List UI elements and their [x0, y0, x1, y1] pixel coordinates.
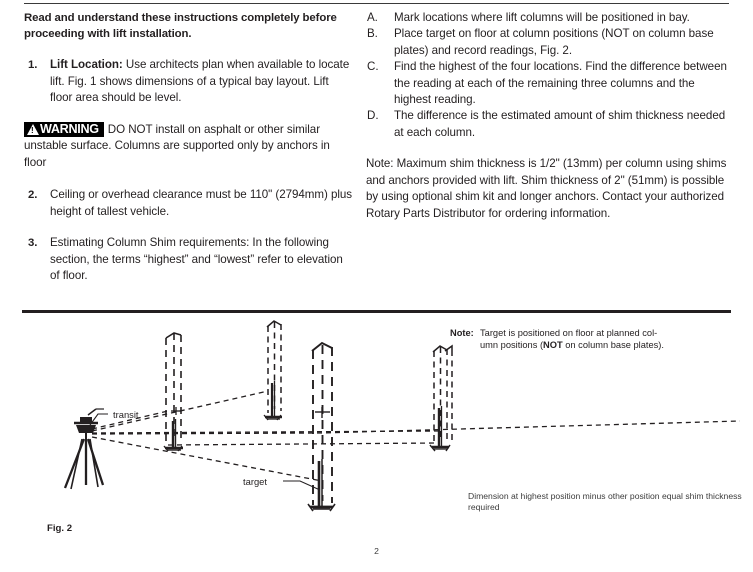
figure-note-line-2-post: on column base plates). — [562, 340, 664, 351]
lettered-item-b-letter: B. — [367, 27, 378, 41]
lettered-item-c-text: Find the highest of the four locations. Find the difference between the reading at each of the remaining three columns and the highest reading. — [394, 60, 727, 107]
lead-paragraph: Read and understand these instructions completely before proceeding with lift installation. — [24, 12, 337, 41]
lettered-item-c-letter: C. — [367, 60, 379, 74]
lettered-item-a-letter: A. — [367, 11, 378, 24]
lettered-item-d — [366, 108, 734, 141]
top-divider-rule — [24, 3, 729, 4]
figure-note-line-2-pre: umn positions ( — [480, 340, 544, 351]
sight-lines — [92, 391, 740, 481]
figure-note-label: Note: — [450, 328, 474, 338]
warning-badge — [24, 122, 104, 137]
transit-tripod-icon — [65, 409, 104, 489]
warning-text: DO NOT install on asphalt or other similar unstable surface. Columns are supported only by anchors in floor — [24, 122, 330, 169]
numbered-item-3 — [24, 235, 354, 284]
numbered-item-1-number: 1. — [28, 59, 38, 72]
target-callout — [283, 481, 320, 490]
numbered-item-2-text: Ceiling or overhead clearance must be 110" (2794mm) plus height of tallest vehicle. — [50, 188, 353, 218]
right-text-column — [366, 10, 734, 234]
lift-column-2 — [264, 321, 282, 420]
lettered-item-c — [366, 59, 734, 108]
lettered-item-d-letter: D. — [367, 109, 379, 123]
lettered-item-b — [366, 26, 734, 59]
figure-note-line-1: Target is positioned on floor at planned col- — [480, 328, 658, 338]
warning-block — [24, 122, 354, 172]
numbered-item-3-title: Estimating Column Shim requirements: — [50, 236, 250, 250]
numbered-item-1 — [24, 57, 354, 106]
figure-note — [450, 327, 750, 352]
numbered-item-2 — [24, 187, 354, 220]
numbered-item-3-number: 3. — [28, 237, 38, 250]
figure-label: Fig. 2 — [47, 523, 73, 534]
figure-note-text — [480, 327, 708, 352]
lettered-item-a-text: Mark locations where lift columns will be positioned in bay. — [394, 11, 690, 24]
figure-dimension-caption: Dimension at highest position minus other position equal shim thickness required — [468, 491, 742, 513]
lift-column-4 — [430, 346, 452, 451]
transit-callout-label: transit — [113, 409, 139, 420]
lift-column-3 — [308, 343, 335, 511]
warning-badge-label: WARNING — [40, 121, 99, 136]
figure-2-diagram — [0, 313, 753, 553]
lettered-item-d-text: The difference is the estimated amount of shim thickness needed at each column. — [394, 109, 726, 139]
page-number: 2 — [374, 546, 379, 556]
target-callout-label: target — [243, 476, 267, 487]
numbered-item-2-number: 2. — [28, 189, 38, 202]
numbered-item-3-text: In the following section, the terms “highest” and “lowest” refer to elevation of floor. — [50, 236, 343, 283]
numbered-item-1-text: Use architects plan when available to locate lift. Fig. 1 shows dimensions of a typical bay layout. Lift floor area should be level. — [50, 58, 350, 105]
shim-note-paragraph: Note: Maximum shim thickness is 1/2" (13mm) per column using shims and anchors provided with lift. Shim thickness of 2" (51mm) is possible by using optional shim kit and longer anchors. Contact your authorized Rotary Parts Distributor for ordering information. — [366, 157, 727, 221]
lettered-item-a — [366, 10, 734, 26]
warning-triangle-icon — [27, 124, 39, 135]
figure-note-not-emphasis: NOT — [543, 340, 563, 351]
left-text-column — [24, 10, 354, 299]
lettered-item-b-text: Place target on floor at column positions (NOT on column base plates) and record readings, Fig. 2. — [394, 27, 714, 57]
numbered-item-1-title: Lift Location: — [50, 58, 123, 72]
